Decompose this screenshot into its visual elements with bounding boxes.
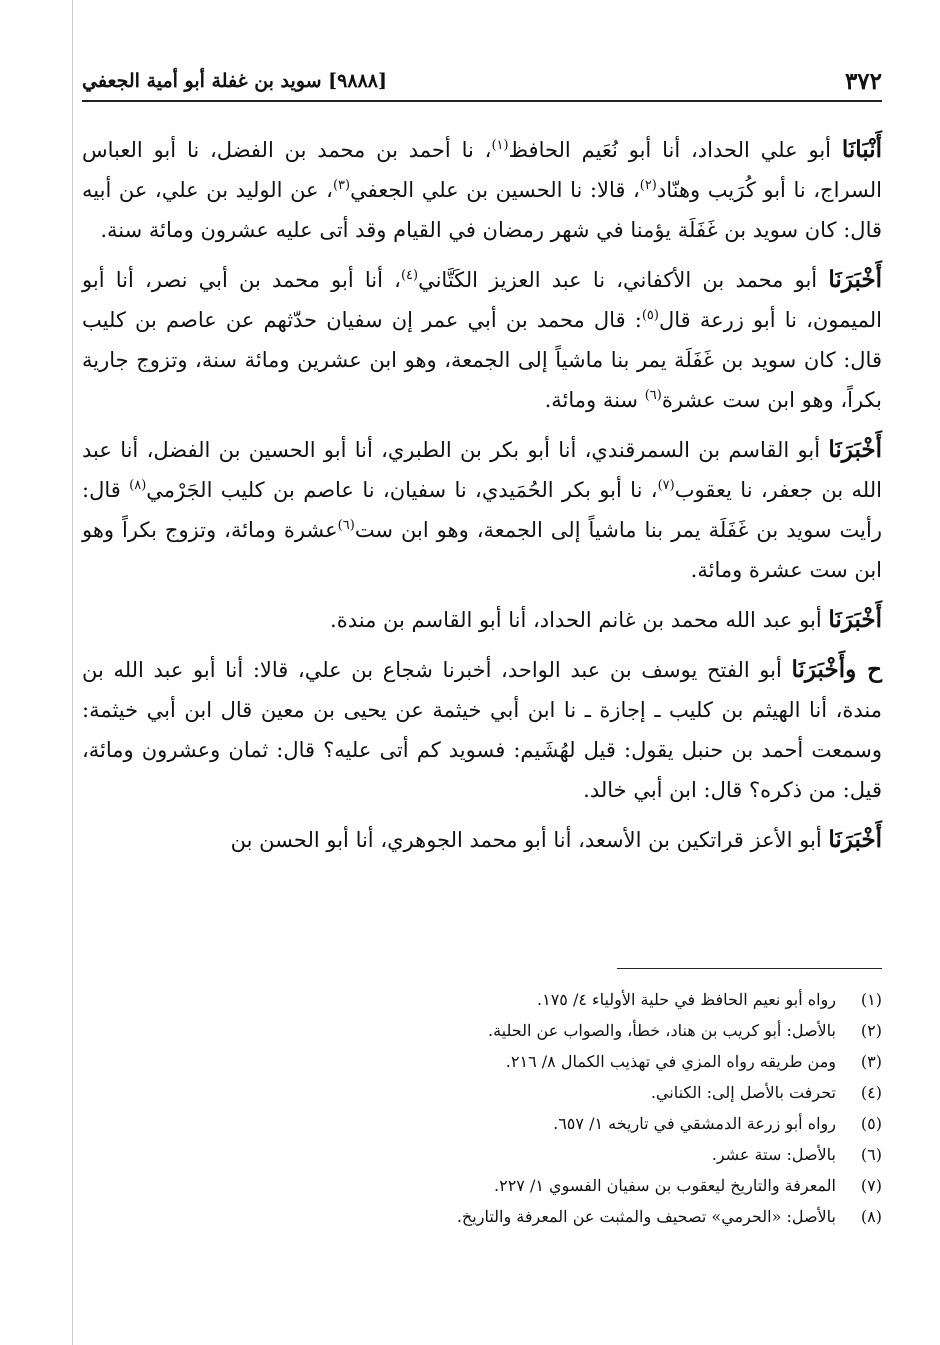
footnote <box>82 1201 882 1232</box>
paragraph <box>82 260 882 420</box>
footnote <box>82 1139 882 1170</box>
footnote-divider <box>617 968 882 969</box>
page-number: ٣٧٢ <box>844 67 882 95</box>
footnote-number: (٥) <box>860 1114 882 1133</box>
footnote-number: (٦) <box>860 1145 882 1164</box>
paragraph-text: ، قالا: نا الحسين بن علي الجعفي <box>350 178 640 202</box>
paragraph-text: : قال محمد بن أبي عمر إن سفيان حدّثهم عن عاصم بن كليب قال: كان سويد بن غَفَلَة يمر بنا ماشياً إلى الجمعة، وهو ابن عشرين ومائة سنة، وتزوج جارية بكراً، وهو ابن ست عشرة <box>82 308 882 412</box>
paragraph-lead-word: أَخْبَرَنَا <box>828 606 882 633</box>
footnote-ref: (١) <box>491 138 509 153</box>
paragraph-text: ، نا أحمد بن محمد بن الفضل، نا أبو العباس السراج، نا أبو كُرَيب وهنّاد <box>82 138 882 202</box>
paragraph-text: قال: رأيت سويد بن غَفَلَة يمر بنا ماشياً إلى الجمعة، وهو ابن ست <box>82 478 882 542</box>
paragraph-text: أبو القاسم بن السمرقندي، أنا أبو بكر بن الطبري، أنا أبو الحسين بن الفضل، أنا عبد الله بن جعفر، نا يعقوب <box>82 438 882 502</box>
paragraph-text: أبو الأعز قراتكين بن الأسعد، أنا أبو محمد الجوهري، أنا أبو الحسن بن <box>230 828 829 852</box>
footnote-ref: (٦) <box>337 518 355 533</box>
running-title: [٩٨٨٨] سويد بن غفلة أبو أمية الجعفي <box>82 70 387 92</box>
footnote <box>82 1108 882 1139</box>
footnote-number: (٣) <box>860 1052 882 1071</box>
paragraph <box>82 650 882 810</box>
paragraph-lead-word: أَخْبَرَنَا <box>828 826 882 853</box>
page-header <box>82 62 882 102</box>
footnote <box>82 1170 882 1201</box>
footnote-text: ومن طريقه رواه المزي في تهذيب الكمال ٨/ ٢١٦. <box>505 1052 836 1071</box>
footnote-number: (١) <box>860 990 882 1009</box>
footnote-text: تحرفت بالأصل إلى: الكناني. <box>650 1083 836 1102</box>
footnote-ref: (٤) <box>400 268 419 283</box>
paragraph-text: أبو محمد بن الأكفاني، نا عبد العزيز الكَتَّاني <box>418 268 829 292</box>
footnote <box>82 984 882 1015</box>
paragraph <box>82 820 882 860</box>
footnote <box>82 1077 882 1108</box>
paragraph-lead-word: أَخْبَرَنَا <box>828 266 882 293</box>
footnote-number: (٨) <box>860 1207 882 1226</box>
margin-line <box>72 0 73 1345</box>
paragraph-lead-word: أَخْبَرَنَا <box>828 436 882 463</box>
footnote-number: (٧) <box>860 1176 882 1195</box>
paragraph-text: سنة ومائة. <box>544 388 645 412</box>
paragraph-lead-word: أَنْبَانَا <box>841 136 882 163</box>
footnote-ref: (٨) <box>129 478 147 493</box>
paragraph <box>82 600 882 640</box>
footnote-ref: (٥) <box>641 308 659 323</box>
footnote <box>82 1015 882 1046</box>
paragraph-lead-word: ح وأَخْبَرَنَا <box>791 656 882 683</box>
footnote-text: بالأصل: أبو كريب بن هناد، خطأ، والصواب عن الحلية. <box>488 1021 836 1040</box>
footnote-text: بالأصل: «الحرمي» تصحيف والمثبت عن المعرفة والتاريخ. <box>456 1207 836 1226</box>
footnotes-list <box>82 984 882 1232</box>
footnote-ref: (٧) <box>657 478 675 493</box>
footnote-text: رواه أبو نعيم الحافظ في حلية الأولياء ٤/ ١٧٥. <box>537 990 836 1009</box>
paragraph-text: أبو علي الحداد، أنا أبو نُعَيم الحافظ <box>508 138 842 162</box>
paragraph-text: أبو عبد الله محمد بن غانم الحداد، أنا أبو القاسم بن مندة. <box>330 608 829 632</box>
footnote-text: بالأصل: ستة عشر. <box>711 1145 836 1164</box>
paragraph-text: ، نا أبو بكر الحُمَيدي، نا سفيان، نا عاصم بن كليب الجَرْمي <box>146 478 658 502</box>
footnote-text: المعرفة والتاريخ ليعقوب بن سفيان الفسوي ١/ ٢٢٧. <box>494 1176 836 1195</box>
main-text <box>82 130 882 870</box>
footnote-ref: (٢) <box>639 178 657 193</box>
paragraph-text: عشرة ومائة، وتزوج بكراً وهو ابن ست عشرة ومائة. <box>82 518 882 582</box>
paragraph-text: ، عن الوليد بن علي، عن أبيه قال: كان سويد بن غَفَلَة يؤمنا في شهر رمضان في القيام وقد أتى عليه عشرون ومائة سنة. <box>82 178 882 242</box>
footnote-ref: (٦) <box>644 388 662 403</box>
footnote-number: (٤) <box>860 1083 882 1102</box>
paragraph <box>82 430 882 590</box>
footnote-number: (٢) <box>860 1021 882 1040</box>
paragraph-text: ، أنا أبو محمد بن أبي نصر، أنا أبو الميمون، نا أبو زرعة قال <box>82 268 882 332</box>
paragraph <box>82 130 882 250</box>
footnote-text: رواه أبو زرعة الدمشقي في تاريخه ١/ ٦٥٧. <box>553 1114 836 1133</box>
footnote-ref: (٣) <box>332 178 351 193</box>
paragraph-text: أبو الفتح يوسف بن عبد الواحد، أخبرنا شجاع بن علي، قالا: أنا أبو عبد الله بن مندة، أنا الهيثم بن كليب ـ إجازة ـ نا ابن أبي خيثمة عن يحيى بن معين قال ابن أبي خيثمة: وسمعت أحمد بن حنبل يقول: قيل لهُشَيم: فسويد كم أتى عليه؟ قال: ثمان وعشرون ومائة، قيل: من ذكره؟ قال: ابن أبي خالد. <box>82 658 882 802</box>
footnote <box>82 1046 882 1077</box>
